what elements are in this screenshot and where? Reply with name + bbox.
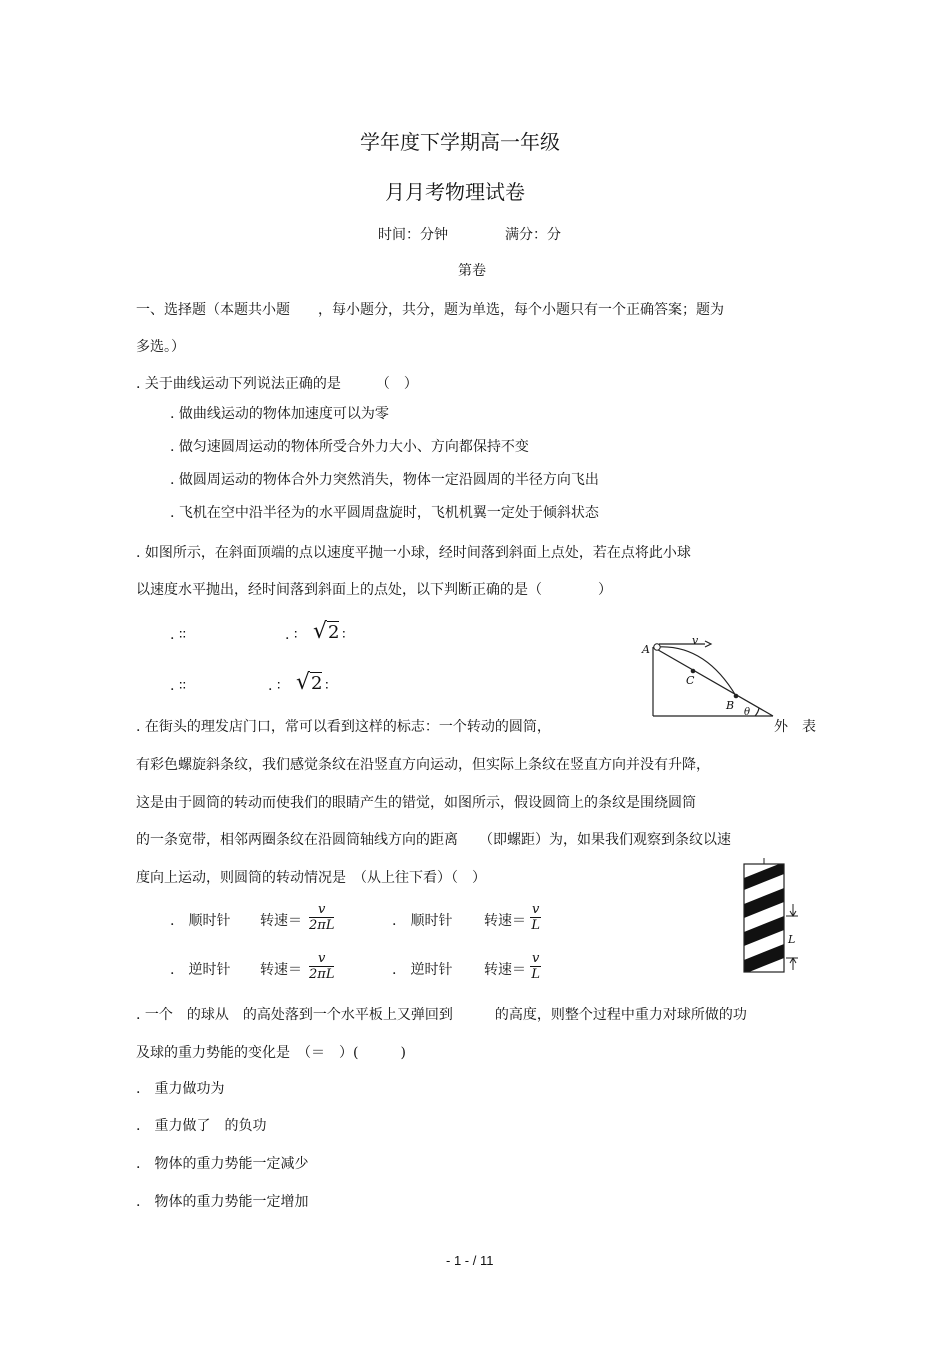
q4-stem-line2: 及球的重力势能的变化是 （＝ ）( )	[136, 1045, 406, 1061]
q3-option-b-denominator: L	[531, 918, 540, 933]
q3-stem-line3: 这是由于圆筒的转动而使我们的眼睛产生的错觉，如图所示，假设圆筒上的条纹是围绕圆筒	[136, 795, 696, 811]
figure-label-a: A	[642, 643, 650, 656]
q3-option-c-speed-label: 转速＝	[260, 962, 302, 978]
point-b	[734, 694, 739, 699]
q1-option-c: . 做圆周运动的物体合外力突然消失，物体一定沿圆周的半径方向飞出	[170, 472, 599, 488]
figure-label-v: v	[692, 634, 699, 647]
q2-option-a: . ∶∶	[170, 627, 187, 643]
q1-stem: . 关于曲线运动下列说法正确的是 （ ）	[136, 376, 418, 392]
q2-option-d-sqrt-radicand: 2	[311, 673, 323, 694]
volume-label: 第卷	[458, 263, 486, 279]
q3-option-b-numerator: v	[532, 902, 540, 917]
q3-option-c-fraction	[309, 951, 334, 982]
q3-option-c-numerator: v	[309, 951, 334, 967]
q2-option-b-sqrt: √2	[313, 619, 340, 644]
q2-option-d-sqrt: √2	[296, 670, 323, 695]
q3-option-b-speed-label: 转速＝	[484, 913, 526, 929]
q4-stem-line1: . 一个 的球从 的高处落到一个水平板上又弹回到 的高度，则整个过程中重力对球所做的功	[136, 1007, 747, 1023]
figure-label-c: C	[686, 674, 695, 687]
q3-option-d-speed-label: 转速＝	[484, 962, 526, 978]
q1-option-d: . 飞机在空中沿半径为的水平圆周盘旋时，飞机机翼一定处于倾斜状态	[170, 505, 599, 521]
theta-arc	[755, 708, 759, 716]
figure-label-theta: θ	[744, 707, 751, 718]
figure-label-l: L	[788, 933, 796, 946]
ball-at-a	[654, 644, 660, 650]
pole-stripe	[744, 916, 784, 946]
pole-stripe	[744, 944, 784, 974]
time-label: 时间：分钟	[378, 227, 448, 243]
velocity-arrowhead	[705, 641, 711, 647]
q2-option-b-colon: ∶	[342, 627, 346, 643]
pole-stripe	[744, 888, 784, 918]
q3-stem-line1-right: 外 表	[774, 719, 816, 735]
q2-option-d-colon: ∶	[325, 678, 329, 694]
q3-option-b-direction: . 顺时针	[392, 913, 453, 929]
exam-title-line1: 学年度下学期高一年级	[360, 130, 560, 154]
q3-stem-line2: 有彩色螺旋斜条纹，我们感觉条纹在沿竖直方向运动，但实际上条纹在竖直方向并没有升降，	[136, 757, 710, 773]
q4-option-a: . 重力做功为	[136, 1081, 225, 1097]
q3-option-c-direction: . 逆时针	[170, 962, 231, 978]
q4-option-c: . 物体的重力势能一定减少	[136, 1156, 309, 1172]
q2-option-d: . ∶	[268, 678, 281, 694]
q3-option-a-denominator: 2πL	[309, 918, 335, 933]
q3-option-d-direction: . 逆时针	[392, 962, 453, 978]
pole-stripe	[744, 862, 784, 890]
incline-projectile-figure	[635, 630, 780, 722]
q3-option-a-numerator: v	[309, 902, 334, 918]
q4-option-d: . 物体的重力势能一定增加	[136, 1194, 309, 1210]
q1-option-a: . 做曲线运动的物体加速度可以为零	[170, 406, 389, 422]
q2-stem-line2: 以速度水平抛出，经时间落到斜面上的点处，以下判断正确的是（ ）	[136, 582, 612, 598]
q3-option-a-direction: . 顺时针	[170, 913, 231, 929]
q3-option-c-denominator: 2πL	[309, 967, 335, 982]
score-label: 满分：分	[505, 227, 561, 243]
incline-slope	[653, 647, 773, 716]
q1-option-b: . 做匀速圆周运动的物体所受合外力大小、方向都保持不变	[170, 439, 529, 455]
section-intro-line1: 一、选择题（本题共小题 ，每小题分，共分，题为单选，每个小题只有一个正确答案；题为	[136, 302, 724, 318]
barber-pole-figure	[738, 858, 804, 978]
q3-option-d-fraction	[530, 951, 541, 982]
q2-stem-line1: . 如图所示，在斜面顶端的点以速度平抛一小球，经时间落到斜面上点处，若在点将此小球	[136, 545, 691, 561]
figure-label-b: B	[726, 699, 735, 712]
q2-option-c: . ∶∶	[170, 678, 187, 694]
q3-stem-line1: . 在街头的理发店门口，常可以看到这样的标志：一个转动的圆筒，	[136, 719, 551, 735]
q3-stem-line4: 的一条宽带，相邻两圈条纹在沿圆筒轴线方向的距离 （即螺距）为，如果我们观察到条纹以速	[136, 832, 731, 848]
page-number: - 1 - / 11	[446, 1253, 494, 1268]
q2-option-b: . ∶	[285, 627, 298, 643]
q3-option-d-denominator: L	[531, 967, 540, 982]
q2-option-b-sqrt-radicand: 2	[328, 622, 340, 643]
q3-option-b-fraction	[530, 902, 541, 933]
q3-option-a-speed-label: 转速＝	[260, 913, 302, 929]
q3-option-d-numerator: v	[532, 951, 540, 966]
section-intro-line2: 多选。）	[136, 339, 185, 355]
exam-title-line2: 月月考物理试卷	[385, 180, 525, 204]
q3-option-a-fraction	[309, 902, 334, 933]
q4-option-b: . 重力做了 的负功	[136, 1118, 267, 1134]
q3-stem-line5: 度向上运动，则圆筒的转动情况是 （从上往下看）（ ）	[136, 870, 486, 886]
